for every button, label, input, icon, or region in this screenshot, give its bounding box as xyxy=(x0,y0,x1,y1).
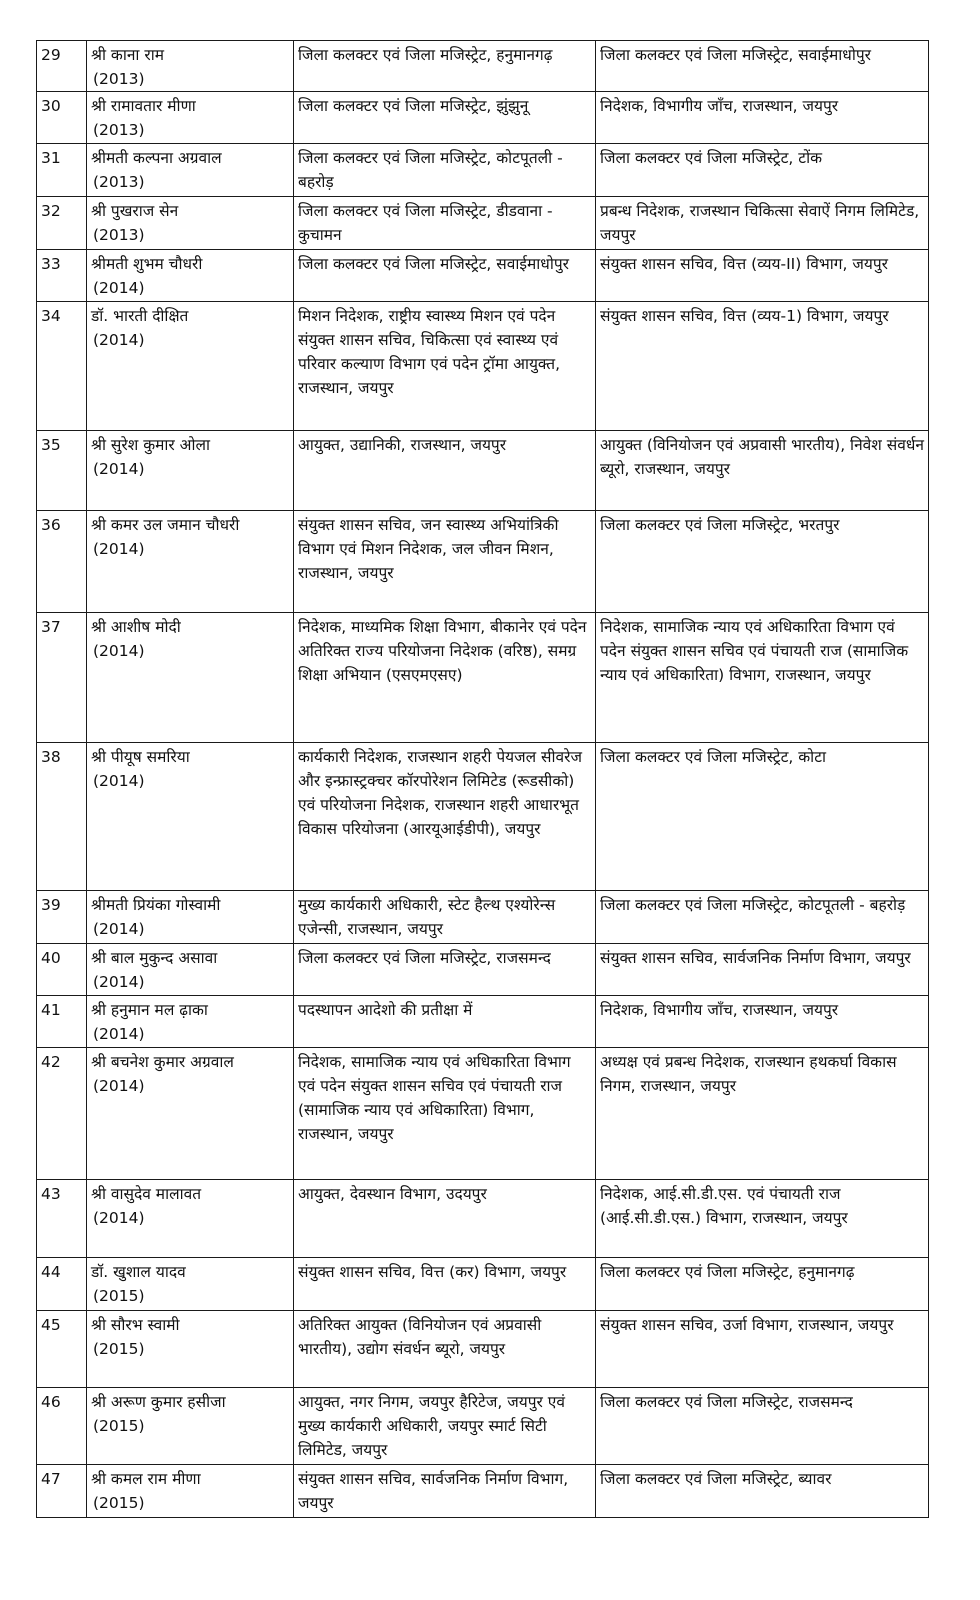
current-posting-cell: संयुक्त शासन सचिव, जन स्वास्थ्य अभियांत्रिकी विभाग एवं मिशन निदेशक, जल जीवन मिशन, राजस्थान, जयपुर xyxy=(294,511,596,613)
serial-number-cell: 29 xyxy=(37,41,87,92)
officer-cell xyxy=(87,996,294,1048)
officer-name: श्री सौरभ स्वामी xyxy=(91,1316,180,1334)
new-posting-cell: जिला कलक्टर एवं जिला मजिस्ट्रेट, कोटपूतली - बहरोड़ xyxy=(596,891,929,944)
current-posting-cell: आयुक्त, नगर निगम, जयपुर हैरिटेज, जयपुर एवं मुख्य कार्यकारी अधिकारी, जयपुर स्मार्ट सिटी लिमिटेड, जयपुर xyxy=(294,1388,596,1465)
current-posting-cell: मुख्य कार्यकारी अधिकारी, स्टेट हैल्थ एश्योरेन्स एजेन्सी, राजस्थान, जयपुर xyxy=(294,891,596,944)
batch-year: (2015) xyxy=(93,1287,145,1305)
table-row xyxy=(37,1388,929,1465)
new-posting-cell: निदेशक, आई.सी.डी.एस. एवं पंचायती राज (आई.सी.डी.एस.) विभाग, राजस्थान, जयपुर xyxy=(596,1180,929,1258)
batch-year: (2014) xyxy=(93,540,145,558)
current-posting-cell: कार्यकारी निदेशक, राजस्थान शहरी पेयजल सीवरेज और इन्फ्रास्ट्रक्चर कॉरपोरेशन लिमिटेड (रूडसीको) एवं परियोजना निदेशक, राजस्थान शहरी आधारभूत विकास परियोजना (आरयूआईडीपी), जयपुर xyxy=(294,743,596,891)
officer-name: डॉ. भारती दीक्षित xyxy=(91,307,189,325)
serial-number-cell: 36 xyxy=(37,511,87,613)
table-row xyxy=(37,197,929,250)
officer-cell xyxy=(87,92,294,144)
officer-cell xyxy=(87,511,294,613)
current-posting-cell: संयुक्त शासन सचिव, सार्वजनिक निर्माण विभाग, जयपुर xyxy=(294,1465,596,1518)
new-posting-cell: आयुक्त (विनियोजन एवं अप्रवासी भारतीय), निवेश संवर्धन ब्यूरो, राजस्थान, जयपुर xyxy=(596,431,929,511)
officer-name: श्री अरूण कुमार हसीजा xyxy=(91,1393,226,1411)
officer-name: श्री कमर उल जमान चौधरी xyxy=(91,516,240,534)
serial-number-cell: 34 xyxy=(37,302,87,431)
serial-number-cell: 39 xyxy=(37,891,87,944)
officer-name: श्री पीयूष समरिया xyxy=(91,748,190,766)
officer-name: श्री बचनेश कुमार अग्रवाल xyxy=(91,1053,234,1071)
new-posting-cell: जिला कलक्टर एवं जिला मजिस्ट्रेट, कोटा xyxy=(596,743,929,891)
serial-number-cell: 45 xyxy=(37,1311,87,1388)
current-posting-cell: निदेशक, सामाजिक न्याय एवं अधिकारिता विभाग एवं पदेन संयुक्त शासन सचिव एवं पंचायती राज (सामाजिक न्याय एवं अधिकारिता) विभाग, राजस्थान, जयपुर xyxy=(294,1048,596,1180)
serial-number-cell: 38 xyxy=(37,743,87,891)
table-row xyxy=(37,891,929,944)
table-row xyxy=(37,944,929,996)
officer-cell xyxy=(87,197,294,250)
serial-number-cell: 44 xyxy=(37,1258,87,1311)
serial-number-cell: 42 xyxy=(37,1048,87,1180)
serial-number-cell: 43 xyxy=(37,1180,87,1258)
new-posting-cell: निदेशक, विभागीय जाँच, राजस्थान, जयपुर xyxy=(596,996,929,1048)
batch-year: (2014) xyxy=(93,1025,145,1043)
officer-name: श्री सुरेश कुमार ओला xyxy=(91,436,211,454)
officer-name: श्री रामावतार मीणा xyxy=(91,97,196,115)
table-row xyxy=(37,1180,929,1258)
batch-year: (2015) xyxy=(93,1494,145,1512)
table-row xyxy=(37,1048,929,1180)
table-row xyxy=(37,511,929,613)
officer-cell xyxy=(87,1258,294,1311)
officer-name: श्री वासुदेव मालावत xyxy=(91,1185,202,1203)
batch-year: (2014) xyxy=(93,642,145,660)
table-row xyxy=(37,743,929,891)
current-posting-cell: जिला कलक्टर एवं जिला मजिस्ट्रेट, डीडवाना - कुचामन xyxy=(294,197,596,250)
officer-name: श्री पुखराज सेन xyxy=(91,202,179,220)
serial-number-cell: 32 xyxy=(37,197,87,250)
officer-name: श्री बाल मुकुन्द असावा xyxy=(91,949,218,967)
table-row xyxy=(37,996,929,1048)
new-posting-cell: जिला कलक्टर एवं जिला मजिस्ट्रेट, सवाईमाधोपुर xyxy=(596,41,929,92)
officer-cell xyxy=(87,144,294,197)
officer-name: श्रीमती कल्पना अग्रवाल xyxy=(91,149,222,167)
table-row xyxy=(37,41,929,92)
table-row xyxy=(37,613,929,743)
officer-cell xyxy=(87,1465,294,1518)
current-posting-cell: जिला कलक्टर एवं जिला मजिस्ट्रेट, झुंझुनू xyxy=(294,92,596,144)
batch-year: (2014) xyxy=(93,331,145,349)
new-posting-cell: संयुक्त शासन सचिव, वित्त (व्यय-II) विभाग, जयपुर xyxy=(596,250,929,302)
table-row xyxy=(37,431,929,511)
new-posting-cell: संयुक्त शासन सचिव, उर्जा विभाग, राजस्थान, जयपुर xyxy=(596,1311,929,1388)
serial-number-cell: 46 xyxy=(37,1388,87,1465)
table-row xyxy=(37,302,929,431)
new-posting-cell: जिला कलक्टर एवं जिला मजिस्ट्रेट, भरतपुर xyxy=(596,511,929,613)
current-posting-cell: निदेशक, माध्यमिक शिक्षा विभाग, बीकानेर एवं पदेन अतिरिक्त राज्य परियोजना निदेशक (वरिष्ठ), समग्र शिक्षा अभियान (एसएमएसए) xyxy=(294,613,596,743)
batch-year: (2013) xyxy=(93,121,145,139)
table-row xyxy=(37,144,929,197)
officer-cell xyxy=(87,613,294,743)
officer-name: श्री आशीष मोदी xyxy=(91,618,181,636)
table-row xyxy=(37,250,929,302)
new-posting-cell: जिला कलक्टर एवं जिला मजिस्ट्रेट, टोंक xyxy=(596,144,929,197)
officer-cell xyxy=(87,1180,294,1258)
batch-year: (2014) xyxy=(93,460,145,478)
officer-name: डॉ. खुशाल यादव xyxy=(91,1263,186,1281)
current-posting-cell: जिला कलक्टर एवं जिला मजिस्ट्रेट, हनुमानगढ़ xyxy=(294,41,596,92)
current-posting-cell: जिला कलक्टर एवं जिला मजिस्ट्रेट, सवाईमाधोपुर xyxy=(294,250,596,302)
batch-year: (2014) xyxy=(93,1077,145,1095)
batch-year: (2015) xyxy=(93,1417,145,1435)
serial-number-cell: 31 xyxy=(37,144,87,197)
officer-cell xyxy=(87,431,294,511)
new-posting-cell: अध्यक्ष एवं प्रबन्ध निदेशक, राजस्थान हथकर्घा विकास निगम, राजस्थान, जयपुर xyxy=(596,1048,929,1180)
serial-number-cell: 37 xyxy=(37,613,87,743)
new-posting-cell: जिला कलक्टर एवं जिला मजिस्ट्रेट, राजसमन्द xyxy=(596,1388,929,1465)
officer-cell xyxy=(87,250,294,302)
serial-number-cell: 40 xyxy=(37,944,87,996)
current-posting-cell: अतिरिक्त आयुक्त (विनियोजन एवं अप्रवासी भारतीय), उद्योग संवर्धन ब्यूरो, जयपुर xyxy=(294,1311,596,1388)
officer-name: श्री काना राम xyxy=(91,46,165,64)
batch-year: (2015) xyxy=(93,1340,145,1358)
current-posting-cell: जिला कलक्टर एवं जिला मजिस्ट्रेट, कोटपूतली - बहरोड़ xyxy=(294,144,596,197)
officer-cell xyxy=(87,891,294,944)
serial-number-cell: 35 xyxy=(37,431,87,511)
table-row xyxy=(37,1465,929,1518)
new-posting-cell: निदेशक, सामाजिक न्याय एवं अधिकारिता विभाग एवं पदेन संयुक्त शासन सचिव एवं पंचायती राज (सामाजिक न्याय एवं अधिकारिता) विभाग, राजस्थान, जयपुर xyxy=(596,613,929,743)
new-posting-cell: निदेशक, विभागीय जाँच, राजस्थान, जयपुर xyxy=(596,92,929,144)
transfer-order-table xyxy=(36,40,929,1518)
batch-year: (2013) xyxy=(93,70,145,88)
batch-year: (2014) xyxy=(93,973,145,991)
new-posting-cell: प्रबन्ध निदेशक, राजस्थान चिकित्सा सेवाऐं निगम लिमिटेड, जयपुर xyxy=(596,197,929,250)
officer-cell xyxy=(87,302,294,431)
current-posting-cell: मिशन निदेशक, राष्ट्रीय स्वास्थ्य मिशन एवं पदेन संयुक्त शासन सचिव, चिकित्सा एवं स्वास्थ्य एवं परिवार कल्याण विभाग एवं पदेन ट्रॉमा आयुक्त, राजस्थान, जयपुर xyxy=(294,302,596,431)
batch-year: (2014) xyxy=(93,920,145,938)
batch-year: (2014) xyxy=(93,279,145,297)
batch-year: (2014) xyxy=(93,772,145,790)
current-posting-cell: जिला कलक्टर एवं जिला मजिस्ट्रेट, राजसमन्द xyxy=(294,944,596,996)
officer-name: श्री कमल राम मीणा xyxy=(91,1470,201,1488)
serial-number-cell: 30 xyxy=(37,92,87,144)
officer-name: श्रीमती शुभम चौधरी xyxy=(91,255,203,273)
officer-name: श्रीमती प्रियंका गोस्वामी xyxy=(91,896,221,914)
officer-cell xyxy=(87,41,294,92)
officer-cell xyxy=(87,944,294,996)
batch-year: (2013) xyxy=(93,173,145,191)
transfer-order-table-body xyxy=(37,41,929,1518)
current-posting-cell: आयुक्त, उद्यानिकी, राजस्थान, जयपुर xyxy=(294,431,596,511)
batch-year: (2014) xyxy=(93,1209,145,1227)
officer-cell xyxy=(87,1311,294,1388)
current-posting-cell: आयुक्त, देवस्थान विभाग, उदयपुर xyxy=(294,1180,596,1258)
batch-year: (2013) xyxy=(93,226,145,244)
serial-number-cell: 41 xyxy=(37,996,87,1048)
new-posting-cell: जिला कलक्टर एवं जिला मजिस्ट्रेट, हनुमानगढ़ xyxy=(596,1258,929,1311)
table-row xyxy=(37,1258,929,1311)
serial-number-cell: 47 xyxy=(37,1465,87,1518)
new-posting-cell: संयुक्त शासन सचिव, वित्त (व्यय-1) विभाग, जयपुर xyxy=(596,302,929,431)
table-row xyxy=(37,1311,929,1388)
current-posting-cell: संयुक्त शासन सचिव, वित्त (कर) विभाग, जयपुर xyxy=(294,1258,596,1311)
current-posting-cell: पदस्थापन आदेशो की प्रतीक्षा में xyxy=(294,996,596,1048)
new-posting-cell: संयुक्त शासन सचिव, सार्वजनिक निर्माण विभाग, जयपुर xyxy=(596,944,929,996)
serial-number-cell: 33 xyxy=(37,250,87,302)
officer-cell xyxy=(87,1048,294,1180)
table-row xyxy=(37,92,929,144)
officer-name: श्री हनुमान मल ढ़ाका xyxy=(91,1001,208,1019)
new-posting-cell: जिला कलक्टर एवं जिला मजिस्ट्रेट, ब्यावर xyxy=(596,1465,929,1518)
officer-cell xyxy=(87,1388,294,1465)
officer-cell xyxy=(87,743,294,891)
